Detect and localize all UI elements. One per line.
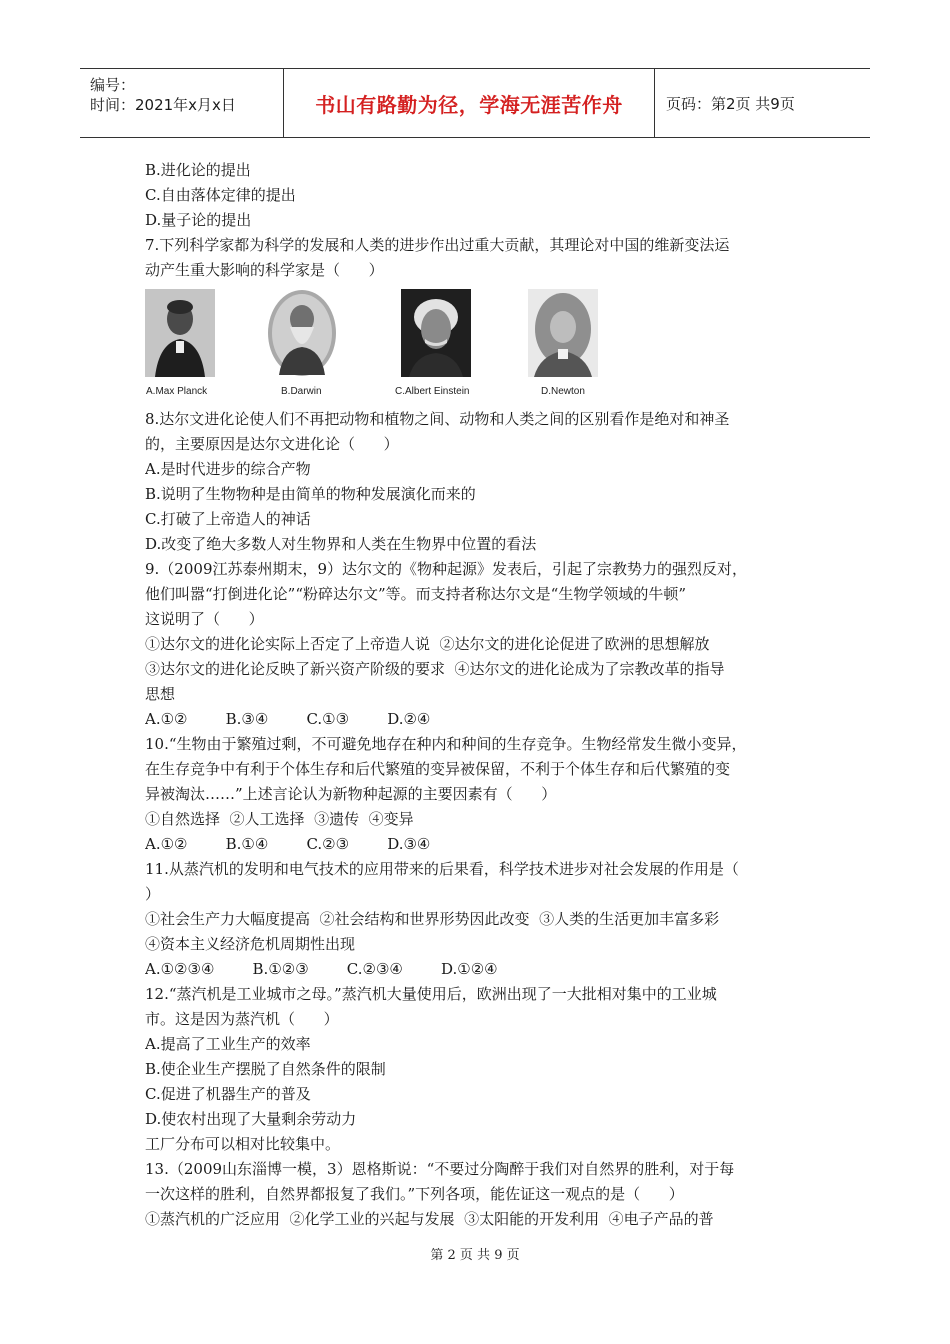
text-line: ①蒸汽机的广泛应用 ②化学工业的兴起与发展 ③太阳能的开发利用 ④电子产品的普 [145,1210,714,1228]
text-line: 他们叫嚣“打倒进化论”“粉碎达尔文”等。而支持者称达尔文是“生物学领域的牛顿” [145,585,687,603]
text-line: 这说明了（ ） [145,610,264,628]
photo-planck [145,289,275,397]
text-line: A.①② B.①④ C.②③ D.③④ [145,835,431,853]
header-meta [80,69,284,137]
caption-darwin: B.Darwin [281,386,322,397]
page-header [80,68,870,138]
planck-portrait-image [145,289,215,377]
text-line: D.使农村出现了大量剩余劳动力 [145,1110,357,1128]
text-line: C.自由落体定律的提出 [145,186,296,204]
text-line: 10.“生物由于繁殖过剩，不可避免地存在种内和种间的生存竞争。生物经常发生微小变异， [145,735,747,753]
motto: 书山有路勤为径，学海无涯苦作舟 [315,92,623,117]
text-line: 动产生重大影响的科学家是（ ） [145,261,384,279]
text-line: A.提高了工业生产的效率 [145,1035,311,1053]
caption-newton: D.Newton [541,386,585,397]
document-number: 编号： [90,76,136,94]
photo-darwin [267,289,397,397]
text-line: D.量子论的提出 [145,211,252,229]
text-line: 在生存竞争中有利于个体生存和后代繁殖的变异被保留，不利于个体生存和后代繁殖的变 [145,760,731,778]
text-line: 12.“蒸汽机是工业城市之母。”蒸汽机大量使用后，欧洲出现了一大批相对集中的工业城 [145,985,717,1003]
scientist-photos [145,289,813,401]
text-line: C.促进了机器生产的普及 [145,1085,311,1103]
text-line: 7.下列科学家都为科学的发展和人类的进步作出过重大贡献，其理论对中国的维新变法运 [145,236,730,254]
text-line: ） [145,885,161,903]
photo-einstein [395,289,531,397]
text-line: B.说明了生物物种是由简单的物种发展演化而来的 [145,485,476,503]
text-line: A.①② B.③④ C.①③ D.②④ [145,710,431,728]
photo-newton [528,289,658,397]
text-line: B.使企业生产摆脱了自然条件的限制 [145,1060,386,1078]
document-date: 时间：2021年x月x日 [90,96,236,114]
text-line: 13.（2009山东淄博一模，3）恩格斯说：“不要过分陶醉于我们对自然界的胜利，对于每 [145,1160,735,1178]
text-line: ④资本主义经济危机周期性出现 [145,935,356,953]
page-footer: 第 2 页 共 9 页 [430,1248,520,1263]
einstein-portrait-image [401,289,471,377]
text-line: 的，主要原因是达尔文进化论（ ） [145,435,399,453]
text-line: C.打破了上帝造人的神话 [145,510,311,528]
text-line: D.改变了绝大多数人对生物界和人类在生物界中位置的看法 [145,535,537,553]
question-block-top [145,158,813,283]
text-line: ①自然选择 ②人工选择 ③遗传 ④变异 [145,810,414,828]
text-line: 思想 [145,685,176,703]
darwin-portrait-image [267,289,337,377]
text-line: 一次这样的胜利，自然界都报复了我们。”下列各项，能佐证这一观点的是（ ） [145,1185,684,1203]
text-line: 9.（2009江苏泰州期末，9）达尔文的《物种起源》发表后，引起了宗教势力的强烈反对， [145,560,748,578]
text-line: 市。这是因为蒸汽机（ ） [145,1010,339,1028]
newton-portrait-image [528,289,598,377]
question-block-bottom [145,407,813,1232]
text-line: ①社会生产力大幅度提高 ②社会结构和世界形势因此改变 ③人类的生活更加丰富多彩 [145,910,720,928]
document-body [145,158,813,1232]
text-line: B.进化论的提出 [145,161,251,179]
text-line: 8.达尔文进化论使人们不再把动物和植物之间、动物和人类之间的区别看作是绝对和神圣 [145,410,730,428]
caption-planck: A.Max Planck [146,386,208,397]
text-line: A.①②③④ B.①②③ C.②③④ D.①②④ [145,960,498,978]
page-info: 页码：第2页 共9页 [666,94,795,113]
text-line: 工厂分布可以相对比较集中。 [145,1135,341,1153]
text-line: A.是时代进步的综合产物 [145,460,311,478]
text-line: 11.从蒸汽机的发明和电气技术的应用带来的后果看，科学技术进步对社会发展的作用是（ [145,860,739,878]
text-line: ③达尔文的进化论反映了新兴资产阶级的要求 ④达尔文的进化论成为了宗教改革的指导 [145,660,725,678]
header-page-info [656,69,880,137]
caption-einstein: C.Albert Einstein [395,386,470,397]
text-line: 异被淘汰……”上述言论认为新物种起源的主要因素有（ ） [145,785,557,803]
text-line: ①达尔文的进化论实际上否定了上帝造人说 ②达尔文的进化论促进了欧洲的思想解放 [145,635,710,653]
header-motto-cell [284,69,655,137]
